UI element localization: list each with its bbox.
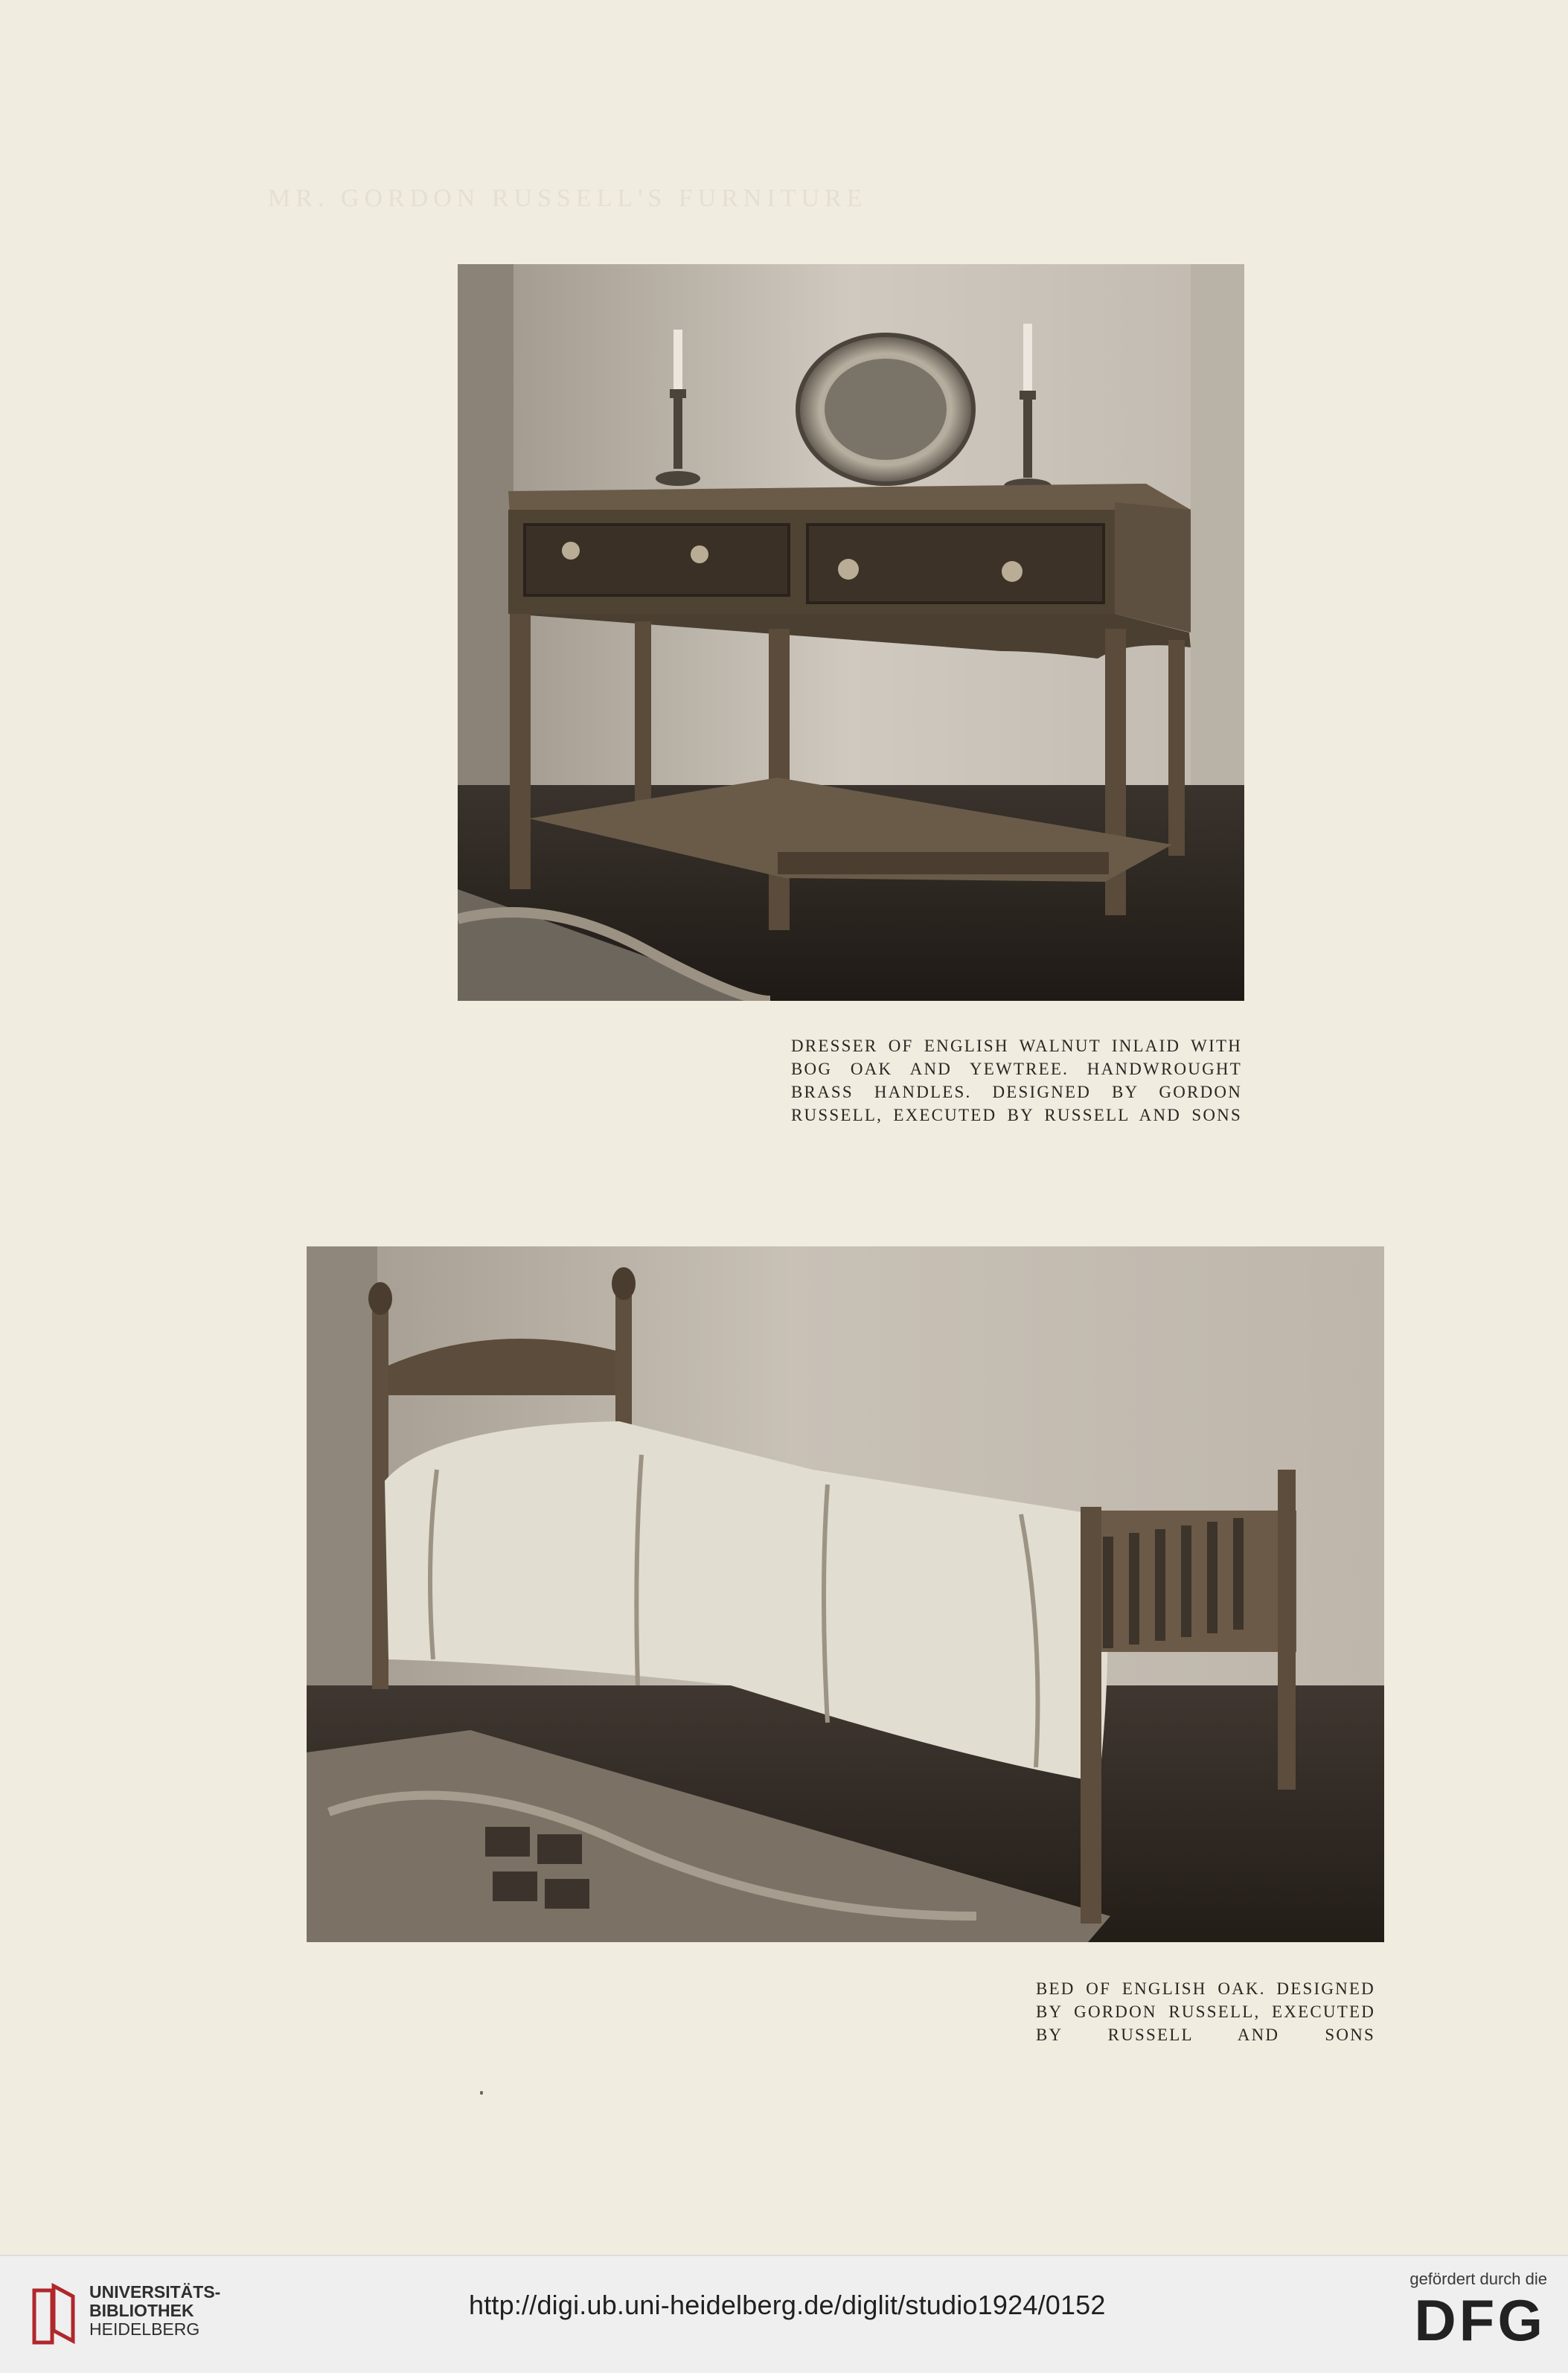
dresser-caption bbox=[791, 1034, 1242, 1127]
library-name-line: UNIVERSITÄTS- bbox=[89, 2282, 221, 2302]
dresser-caption-line: RUSSELL, EXECUTED BY RUSSELL AND SONS bbox=[791, 1106, 1242, 1124]
dresser-caption-line: BRASS HANDLES. DESIGNED BY GORDON bbox=[791, 1083, 1242, 1101]
dresser-caption-line: BOG OAK AND YEWTREE. HANDWROUGHT bbox=[791, 1060, 1242, 1078]
library-name-line: BIBLIOTHEK bbox=[89, 2301, 194, 2320]
bed-caption-line: BY RUSSELL AND SONS bbox=[1036, 2025, 1375, 2044]
bed-caption-line: BY GORDON RUSSELL, EXECUTED bbox=[1036, 2002, 1375, 2021]
bed-caption bbox=[1036, 1977, 1375, 2046]
permalink-url[interactable]: http://digi.ub.uni-heidelberg.de/diglit/studio1924/0152 bbox=[469, 2290, 1106, 2320]
dresser-caption-line: DRESSER OF ENGLISH WALNUT INLAID WITH bbox=[791, 1037, 1242, 1055]
show-through-text: MR. GORDON RUSSELL'S FURNITURE bbox=[268, 185, 868, 212]
library-city: HEIDELBERG bbox=[89, 2319, 200, 2339]
funded-by-label: gefördert durch die bbox=[1409, 2270, 1547, 2288]
dfg-logo: DFG bbox=[1414, 2287, 1546, 2353]
university-library-logo-icon bbox=[31, 2280, 77, 2347]
university-library-name bbox=[89, 2283, 220, 2339]
dresser-photograph bbox=[458, 264, 1244, 1001]
bed-caption-line: BED OF ENGLISH OAK. DESIGNED bbox=[1036, 1979, 1375, 1998]
speck bbox=[480, 2091, 483, 2095]
bed-photograph bbox=[307, 1246, 1384, 1942]
